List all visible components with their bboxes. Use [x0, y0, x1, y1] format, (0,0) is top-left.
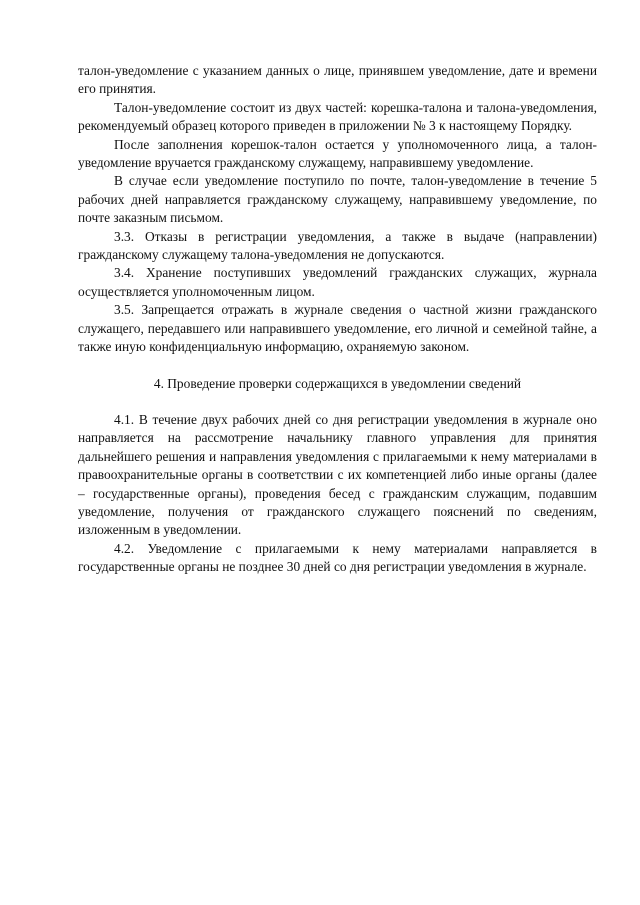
- paragraph-3-3: 3.3. Отказы в регистрации уведомления, а также в выдаче (направлении) гражданскому служащему талона-уведомления не допускаются.: [78, 228, 597, 263]
- paragraph-3-5: 3.5. Запрещается отражать в журнале сведения о частной жизни гражданского служащего, передавшего или направившего уведомление, его личной и семейной тайне, а также иную конфиденциальную информацию, охраняемую законом.: [78, 302, 597, 355]
- paragraph-3-4: 3.4. Хранение поступивших уведомлений гражданских служащих, журнала осуществляется уполномоченным лицом.: [78, 265, 597, 299]
- paragraph-talon-info: талон-уведомление с указанием данных о лице, принявшем уведомление, дате и времени его принятия.: [78, 63, 597, 97]
- paragraph-by-mail: В случае если уведомление поступило по почте, талон-уведомление в течение 5 рабочих дней направляется гражданскому служащему, направившему уведомление, по почте заказным письмом.: [78, 173, 597, 226]
- paragraph-talon-parts: Талон-уведомление состоит из двух частей: корешка-талона и талона-уведомления, рекомендуемый образец которого приведен в приложении № 3 к настоящему Порядку.: [78, 99, 597, 134]
- document-page: [78, 62, 597, 577]
- paragraph-after-filling: После заполнения корешок-талон остается у уполномоченного лица, а талон-уведомление вручается гражданскому служащему, направившему уведомление.: [78, 136, 597, 171]
- section-heading: 4. Проведение проверки содержащихся в уведомлении сведений: [153, 375, 522, 391]
- paragraph-4-1: 4.1. В течение двух рабочих дней со дня регистрации уведомления в журнале оно направляется на рассмотрение начальнику главного управления для принятия дальнейшего решения и направления уведомления с прилагаемыми к нему материалами в правоохранительные органы в соответствии с их компетенцией либо иные органы (далее – государственные органы), проведения бесед с гражданским служащим, подавшим уведомление, получения от гражданского служащего пояснений по сведениям, изложенным в уведомлении.: [78, 411, 597, 538]
- paragraph-4-2: 4.2. Уведомление с прилагаемыми к нему материалами направляется в государственные органы не позднее 30 дней со дня регистрации уведомления в журнале.: [78, 540, 597, 575]
